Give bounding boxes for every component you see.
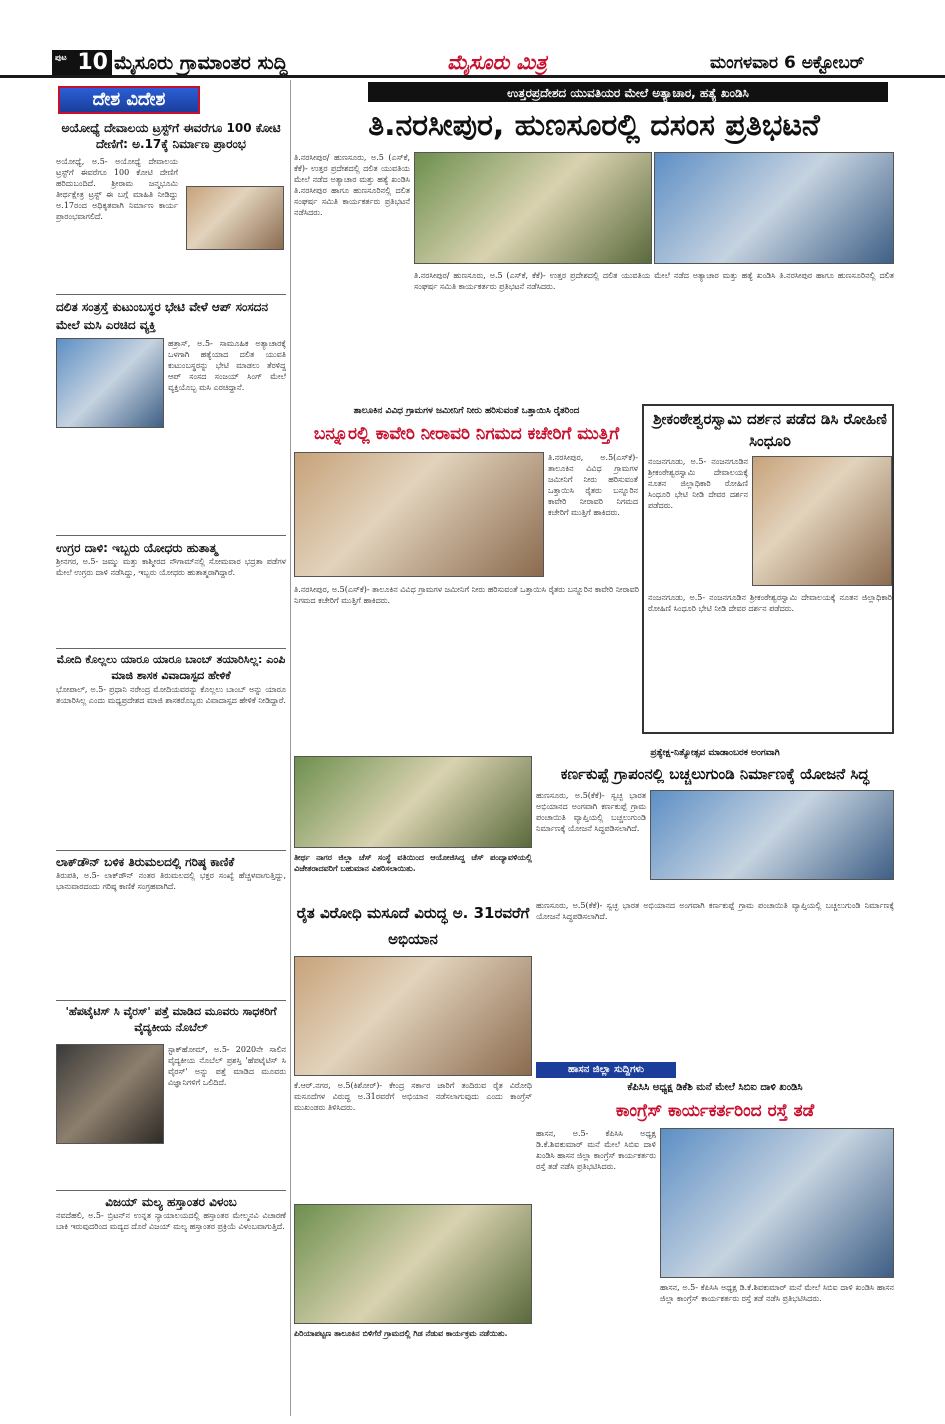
story-nobel xyxy=(56,1004,286,1214)
headline: ಉಗ್ರರ ದಾಳಿ: ಇಬ್ಬರು ಯೋಧರು ಹುತಾತ್ಮ xyxy=(56,541,218,555)
story-tirumala xyxy=(56,854,286,944)
desha-videsha-column xyxy=(52,80,291,1416)
protest-photo-hunsur xyxy=(654,152,894,264)
kaveri-story xyxy=(294,404,639,754)
chess-caption: ತೀರ್ಥ ನಾಗರ ಜಿಲ್ಲಾ ಚೆಸ್ ಸಂಸ್ಥೆ ವತಿಯಿಂದ ಆಯೋಜಿಸಿದ್ದ ಚೆಸ್ ಪಂದ್ಯಾವಳಿಯಲ್ಲಿ ವಿಜೇತರಾದವರಿಗೆ ಬಹುಮಾನ ವಿತರಿಸಲಾಯಿತು. xyxy=(294,852,532,873)
lead-body: ತಿ.ನರಸೀಪುರ/ ಹುಣಸೂರು, ಅ.5 (ಎಸ್‌ಕೆ, ಕೆಕೆ)- ಉತ್ತರ ಪ್ರದೇಶದಲ್ಲಿ ದಲಿತ ಯುವತಿಯ ಮೇಲೆ ನಡೆದ ಅತ್ಯಾಚಾರ ಮತ್ತು ಹತ್ಯೆ ಖಂಡಿಸಿ ತಿ.ನರಸೀಪುರ ಹಾಗೂ ಹುಣಸೂರಿನಲ್ಲಿ ದಲಿತ ಸಂಘರ್ಷ ಸಮಿತಿ ಕಾರ್ಯಕರ್ತರು ಪ್ರತಿಭಟನೆ ನಡೆಸಿದರು. xyxy=(294,153,410,217)
divider xyxy=(56,535,286,536)
karnakuppe-kicker: ಪ್ರತ್ಯೇಕ್ಷ-ನಿತ್ಯೋತ್ಸವ ಮಾಡಾಂಬರಕ ಅಂಗವಾಗಿ xyxy=(650,748,780,758)
karnakuppe-story xyxy=(536,746,894,896)
issue-date: ಮಂಗಳವಾರ 6 ಅಕ್ಟೋಬರ್ xyxy=(710,53,865,73)
raitha-body: ಕೆ.ಆರ್.ನಗರ, ಅ.5(ಕಿಶೋರ್)- ಕೇಂದ್ರ ಸರ್ಕಾರ ಜಾರಿಗೆ ತಂದಿರುವ ರೈತ ವಿರೋಧಿ ಮಸೂದೆಗಳ ವಿರುದ್ಧ ಅ.31ರವರೆಗೆ ಅಭಿಯಾನ ನಡೆಸಲಾಗುವುದು ಎಂದು ಕಾಂಗ್ರೆಸ್ ಮುಖಂಡರು ತಿಳಿಸಿದರು. xyxy=(294,1081,532,1112)
raitha-headline: ರೈತ ವಿರೋಧಿ ಮಸೂದೆ ವಿರುದ್ಧ ಅ. 31ರವರೆಗೆ ಅಭಿಯಾನ xyxy=(296,904,530,948)
page-label: ಪುಟ xyxy=(55,53,67,62)
divider xyxy=(56,1000,286,1001)
chess-photo-block xyxy=(294,756,532,898)
raitha-story xyxy=(294,900,532,1416)
protest-photo-narasipura xyxy=(414,152,652,264)
section-title: ಮೈಸೂರು ಗ್ರಾಮಾಂತರ ಸುದ್ದಿ xyxy=(114,52,288,74)
road-block-photo xyxy=(660,1128,894,1278)
headline: 'ಹೆಪಟೈಟಿಸ್ ಸಿ ವೈರಸ್' ಪತ್ತೆ ಮಾಡಿದ ಮೂವರು ಸಾಧಕರಿಗೆ ವೈದ್ಯಕೀಯ ನೊಬೆಲ್ xyxy=(65,1005,277,1034)
nobel-laureates-photo xyxy=(56,1044,164,1144)
hassan-tag: ಹಾಸನ ಜಿಲ್ಲಾ ಸುದ್ದಿಗಳು xyxy=(536,1062,676,1078)
plant-caption: ಪಿರಿಯಾಪಟ್ಟಣ ತಾಲೂಕಿನ ಬಿಳಿಗೆರೆ ಗ್ರಾಮದಲ್ಲಿ ಗಿಡ ನೆಡುವ ಕಾರ್ಯಕ್ರಮ ನಡೆಯಿತು. xyxy=(294,1328,508,1338)
dc-headline: ಶ್ರೀಕಂಠೇಶ್ವರಸ್ವಾಮಿ ದರ್ಶನ ಪಡೆದ ಡಿಸಿ ರೋಹಿಣಿ ಸಿಂಧೂರಿ xyxy=(653,410,887,450)
story-mallya xyxy=(56,1194,286,1414)
karnakuppe-body: ಹುಣಸೂರು, ಅ.5(ಕೆಕೆ)- ಸ್ವಚ್ಛ ಭಾರತ ಅಭಿಯಾನದ ಅಂಗವಾಗಿ ಕರ್ಣಕುಪ್ಪೆ ಗ್ರಾಮ ಪಂಚಾಯಿತಿ ವ್ಯಾಪ್ತಿಯಲ್ಲಿ ಬಚ್ಚಲುಗುಂಡಿ ನಿರ್ಮಾಣಕ್ಕೆ ಯೋಜನೆ ಸಿದ್ಧಪಡಿಸಲಾಗಿದೆ. xyxy=(536,791,646,833)
headline: ವಿಜಯ್ ಮಲ್ಯ ಹಸ್ತಾಂತರ ವಿಳಂಬ xyxy=(105,1195,237,1209)
lead-headline: ತಿ.ನರಸೀಪುರ, ಹುಣಸೂರಲ್ಲಿ ದಸಂಸ ಪ್ರತಿಭಟನೆ xyxy=(368,108,820,143)
headline: ಮೋದಿ ಕೊಲ್ಲಲು ಯಾರೂ ಯಾರೂ ಬಾಂಬ್ ತಯಾರಿಸಿಲ್ಲ: ಎಂಪಿ ಮಾಜಿ ಶಾಸಕ ವಿವಾದಾಸ್ಪದ ಹೇಳಿಕೆ xyxy=(56,653,286,682)
story-body: ತಿರುಪತಿ, ಅ.5- ಲಾಕ್‌ಡೌನ್ ನಂತರ ತಿರುಮಲದಲ್ಲಿ ಭಕ್ತರ ಸಂಖ್ಯೆ ಹೆಚ್ಚಳವಾಗುತ್ತಿದ್ದು, ಭಾನುವಾರದಂದು ಗರಿಷ್ಠ ಕಾಣಿಕೆ ಸಂಗ್ರಹವಾಗಿದೆ. xyxy=(56,871,286,891)
kaveri-body: ತಿ.ನರಸೀಪುರ, ಅ.5(ಎಸ್‌ಕೆ)- ತಾಲೂಕಿನ ವಿವಿಧ ಗ್ರಾಮಗಳ ಜಮೀನಿಗೆ ನೀರು ಹರಿಸುವಂತೆ ಒತ್ತಾಯಿಸಿ ರೈತರು ಬನ್ನೂರಿನ ಕಾವೇರಿ ನೀರಾವರಿ ನಿಗಮದ ಕಚೇರಿಗೆ ಮುತ್ತಿಗೆ ಹಾಕಿದರು. xyxy=(548,453,638,517)
story-body: ಭೋಪಾಲ್, ಅ.5- ಪ್ರಧಾನಿ ನರೇಂದ್ರ ಮೋದಿಯವರನ್ನು ಕೊಲ್ಲಲು ಬಾಂಬ್ ಅನ್ನು ಯಾರೂ ತಯಾರಿಸಿಲ್ಲ ಎಂದು ಮಧ್ಯಪ್ರದೇಶದ ಮಾಜಿ ಶಾಸಕರೊಬ್ಬರು ವಿವಾದಾಸ್ಪದ ಹೇಳಿಕೆ ನೀಡಿದ್ದಾರೆ. xyxy=(56,685,286,705)
raitha-meeting-photo xyxy=(294,956,532,1076)
hassan-headline: ಕಾಂಗ್ರೆಸ್ ಕಾರ್ಯಕರ್ತರಿಂದ ರಸ್ತೆ ತಡೆ xyxy=(615,1101,815,1121)
story-body: ಅಯೋಧ್ಯೆ, ಅ.5- ಅಯೋಧ್ಯೆ ದೇವಾಲಯ ಟ್ರಸ್ಟ್‌ಗೆ ಈವರೆಗೂ 100 ಕೋಟಿ ದೇಣಿಗೆ ಹರಿದುಬಂದಿದೆ. ಶ್ರೀರಾಮ ಜನ್ಮಭೂಮಿ ತೀರ್ಥಕ್ಷೇತ್ರ ಟ್ರಸ್ಟ್ ಈ ಬಗ್ಗೆ ಮಾಹಿತಿ ನೀಡಿದ್ದು ಅ.17ರಂದ ಅಧಿಕೃತವಾಗಿ ನಿರ್ಮಾಣ ಕಾರ್ಯ ಪ್ರಾರಂಭವಾಗಲಿದೆ. xyxy=(56,157,178,221)
hassan-body: ಹಾಸನ, ಅ.5- ಕೆಪಿಸಿಸಿ ಅಧ್ಯಕ್ಷ ಡಿ.ಕೆ.ಶಿವಕುಮಾರ್ ಮನೆ ಮೇಲೆ ಸಿಬಿಐ ದಾಳಿ ಖಂಡಿಸಿ ಹಾಸನ ಜಿಲ್ಲಾ ಕಾಂಗ್ರೆಸ್ ಕಾರ್ಯಕರ್ತರು ರಸ್ತೆ ತಡೆ ನಡೆಸಿ ಪ್ರತಿಭಟಿಸಿದರು. xyxy=(536,1129,656,1171)
farmers-office-photo xyxy=(294,452,544,577)
divider xyxy=(56,1190,286,1191)
divider xyxy=(56,648,286,649)
karnakuppe-photo xyxy=(650,790,894,880)
karnakuppe-body-continued: ಹುಣಸೂರು, ಅ.5(ಕೆಕೆ)- ಸ್ವಚ್ಛ ಭಾರತ ಅಭಿಯಾನದ ಅಂಗವಾಗಿ ಕರ್ಣಕುಪ್ಪೆ ಗ್ರಾಮ ಪಂಚಾಯಿತಿ ವ್ಯಾಪ್ತಿಯಲ್ಲಿ ಬಚ್ಚಲುಗುಂಡಿ ನಿರ್ಮಾಣಕ್ಕೆ ಯೋಜನೆ ಸಿದ್ಧಪಡಿಸಲಾಗಿದೆ. xyxy=(536,901,894,921)
newspaper-logo: ಮೈಸೂರು ಮಿತ್ರ xyxy=(447,50,547,74)
lead-story xyxy=(294,80,894,400)
masthead xyxy=(0,0,945,78)
kaveri-kicker: ತಾಲೂಕಿನ ವಿವಿಧ ಗ್ರಾಮಗಳ ಜಮೀನಿಗೆ ನೀರು ಹರಿಸುವಂತೆ ಒತ್ತಾಯಿಸಿ ರೈತರಿಂದ xyxy=(353,406,580,416)
lead-kicker xyxy=(368,82,888,102)
dc-body-continued: ನಂಜನಗೂಡು, ಅ.5- ನಂಜನಗೂಡಿನ ಶ್ರೀಕಂಠೇಶ್ವರಸ್ವಾಮಿ ದೇವಾಲಯಕ್ಕೆ ನೂತನ ಜಿಲ್ಲಾಧಿಕಾರಿ ರೋಹಿಣಿ ಸಿಂಧೂರಿ ಭೇಟಿ ನೀಡಿ ದೇವರ ದರ್ಶನ ಪಡೆದರು. xyxy=(648,593,892,613)
story-ayodhya xyxy=(56,120,286,290)
story-modi-bomb xyxy=(56,652,286,782)
temple-photo xyxy=(186,186,284,250)
divider xyxy=(56,294,286,295)
hassan-kicker: ಕೆಪಿಸಿಸಿ ಅಧ್ಯಕ್ಷ ಡಿಕೆಶಿ ಮನೆ ಮೇಲೆ ಸಿಬಿಐ ದಾಳಿ ಖಂಡಿಸಿ xyxy=(627,1082,803,1093)
dc-temple-photo xyxy=(752,456,892,586)
lead-kicker-text: ಉತ್ತರಪ್ರದೇಶದ ಯುವತಿಯರ ಮೇಲೆ ಅತ್ಯಾಚಾರ, ಹತ್ಯೆ ಖಂಡಿಸಿ xyxy=(507,86,749,100)
hassan-body-continued: ಹಾಸನ, ಅ.5- ಕೆಪಿಸಿಸಿ ಅಧ್ಯಕ್ಷ ಡಿ.ಕೆ.ಶಿವಕುಮಾರ್ ಮನೆ ಮೇಲೆ ಸಿಬಿಐ ದಾಳಿ ಖಂಡಿಸಿ ಹಾಸನ ಜಿಲ್ಲಾ ಕಾಂಗ್ರೆಸ್ ಕಾರ್ಯಕರ್ತರು ರಸ್ತೆ ತಡೆ ನಡೆಸಿ ಪ್ರತಿಭಟಿಸಿದರು. xyxy=(660,1283,894,1303)
hassan-section xyxy=(536,1062,894,1416)
dc-story xyxy=(642,404,894,734)
page-number: 10 xyxy=(77,50,108,75)
karnakuppe-headline: ಕರ್ಣಕುಪ್ಪೆ ಗ್ರಾಪಂನಲ್ಲಿ ಬಚ್ಚಲುಗುಂಡಿ ನಿರ್ಮಾಣಕ್ಕೆ ಯೋಜನೆ ಸಿದ್ಧ xyxy=(560,765,870,783)
protest-photo xyxy=(56,338,164,428)
headline: ಅಯೋಧ್ಯೆ ದೇವಾಲಯ ಟ್ರಸ್ಟ್‌ಗೆ ಈವರೆಗೂ 100 ಕೋಟಿ ದೇಣಿಗೆ: ಅ.17ಕ್ಕೆ ನಿರ್ಮಾಣ ಪ್ರಾರಂಭ xyxy=(61,121,281,151)
lead-body-continued: ತಿ.ನರಸೀಪುರ/ ಹುಣಸೂರು, ಅ.5 (ಎಸ್‌ಕೆ, ಕೆಕೆ)- ಉತ್ತರ ಪ್ರದೇಶದಲ್ಲಿ ದಲಿತ ಯುವತಿಯ ಮೇಲೆ ನಡೆದ ಅತ್ಯಾಚಾರ ಮತ್ತು ಹತ್ಯೆ ಖಂಡಿಸಿ ತಿ.ನರಸೀಪುರ ಹಾಗೂ ಹುಣಸೂರಿನಲ್ಲಿ ದಲಿತ ಸಂಘರ್ಷ ಸಮಿತಿ ಕಾರ್ಯಕರ್ತರು ಪ್ರತಿಭಟನೆ ನಡೆಸಿದರು. xyxy=(414,271,894,291)
story-body: ಶ್ರೀನಗರ, ಅ.5- ಜಮ್ಮು ಮತ್ತು ಕಾಶ್ಮೀರದ ನೌಗಾಮ್‌ನಲ್ಲಿ ಸೋಮವಾರ ಭದ್ರತಾ ಪಡೆಗಳ ಮೇಲೆ ಉಗ್ರರು ದಾಳಿ ನಡೆಸಿದ್ದು, ಇಬ್ಬರು ಯೋಧರು ಹುತಾತ್ಮರಾಗಿದ್ದಾರೆ. xyxy=(56,557,286,577)
headline: ದಲಿತ ಸಂತ್ರಸ್ತೆ ಕುಟುಂಬಸ್ಥರ ಭೇಟಿ ವೇಳೆ ಆಪ್ ಸಂಸದನ ಮೇಲೆ ಮಸಿ ಎರಚಿದ ವ್ಯಕ್ತಿ xyxy=(56,300,269,332)
chess-winners-photo xyxy=(294,756,532,848)
page-number-badge xyxy=(52,50,112,76)
kaveri-body-continued: ತಿ.ನರಸೀಪುರ, ಅ.5(ಎಸ್‌ಕೆ)- ತಾಲೂಕಿನ ವಿವಿಧ ಗ್ರಾಮಗಳ ಜಮೀನಿಗೆ ನೀರು ಹರಿಸುವಂತೆ ಒತ್ತಾಯಿಸಿ ರೈತರು ಬನ್ನೂರಿನ ಕಾವೇರಿ ನೀರಾವರಿ ನಿಗಮದ ಕಚೇರಿಗೆ ಮುತ್ತಿಗೆ ಹಾಕಿದರು. xyxy=(294,585,639,605)
divider xyxy=(56,850,286,851)
headline: ಲಾಕ್‌ಡೌನ್ ಬಳಿಕ ತಿರುಮಲದಲ್ಲಿ ಗರಿಷ್ಠ ಕಾಣಿಕೆ xyxy=(56,855,235,869)
story-terror-attack xyxy=(56,540,286,635)
story-body: ಹತ್ರಾಸ್, ಅ.5- ಸಾಮೂಹಿಕ ಅತ್ಯಾಚಾರಕ್ಕೆ ಒಳಗಾಗಿ ಹತ್ಯೆಯಾದ ದಲಿತ ಯುವತಿ ಕುಟುಂಬಸ್ಥರನ್ನು ಭೇಟಿ ಮಾಡಲು ತೆರಳಿದ್ದ ಆಪ್ ಸಂಸದ ಸಂಜಯ್ ಸಿಂಗ್ ಮೇಲೆ ವ್ಯಕ್ತಿಯೊಬ್ಬ ಮಸಿ ಎರಚಿದ್ದಾನೆ. xyxy=(168,339,286,392)
story-body: ಸ್ಟಾಕ್‌ಹೋಮ್, ಅ.5- 2020ನೇ ಸಾಲಿನ ವೈದ್ಯಕೀಯ ನೊಬೆಲ್ ಪ್ರಶಸ್ತಿ 'ಹೆಪಟೈಟಿಸ್ ಸಿ ವೈರಸ್' ಅನ್ನು ಪತ್ತೆ ಮಾಡಿದ ಮೂವರು ವಿಜ್ಞಾನಿಗಳಿಗೆ ಒಲಿದಿದೆ. xyxy=(168,1045,286,1087)
story-body: ನವದೆಹಲಿ, ಅ.5- ಬ್ರಿಟನ್‌ನ ಉನ್ನತ ನ್ಯಾಯಾಲಯದಲ್ಲಿ ಹಸ್ತಾಂತರ ಮೇಲ್ಮನವಿ ವಿಚಾರಣೆ ಬಾಕಿ ಇರುವುದರಿಂದ ಮದ್ಯದ ದೊರೆ ವಿಜಯ್ ಮಲ್ಯ ಹಸ್ತಾಂತರ ಪ್ರಕ್ರಿಯೆ ವಿಳಂಬವಾಗುತ್ತಿದೆ. xyxy=(56,1211,286,1231)
plant-ceremony-photo xyxy=(294,1204,532,1324)
kaveri-headline: ಬನ್ನೂರಲ್ಲಿ ಕಾವೇರಿ ನೀರಾವರಿ ನಿಗಮದ ಕಚೇರಿಗೆ ಮುತ್ತಿಗೆ xyxy=(313,424,620,444)
dc-body: ನಂಜನಗೂಡು, ಅ.5- ನಂಜನಗೂಡಿನ ಶ್ರೀಕಂಠೇಶ್ವರಸ್ವಾಮಿ ದೇವಾಲಯಕ್ಕೆ ನೂತನ ಜಿಲ್ಲಾಧಿಕಾರಿ ರೋಹಿಣಿ ಸಿಂಧೂರಿ ಭೇಟಿ ನೀಡಿ ದೇವರ ದರ್ಶನ ಪಡೆದರು. xyxy=(648,457,748,510)
desha-videsha-banner: ದೇಶ ವಿದೇಶ xyxy=(58,86,200,114)
